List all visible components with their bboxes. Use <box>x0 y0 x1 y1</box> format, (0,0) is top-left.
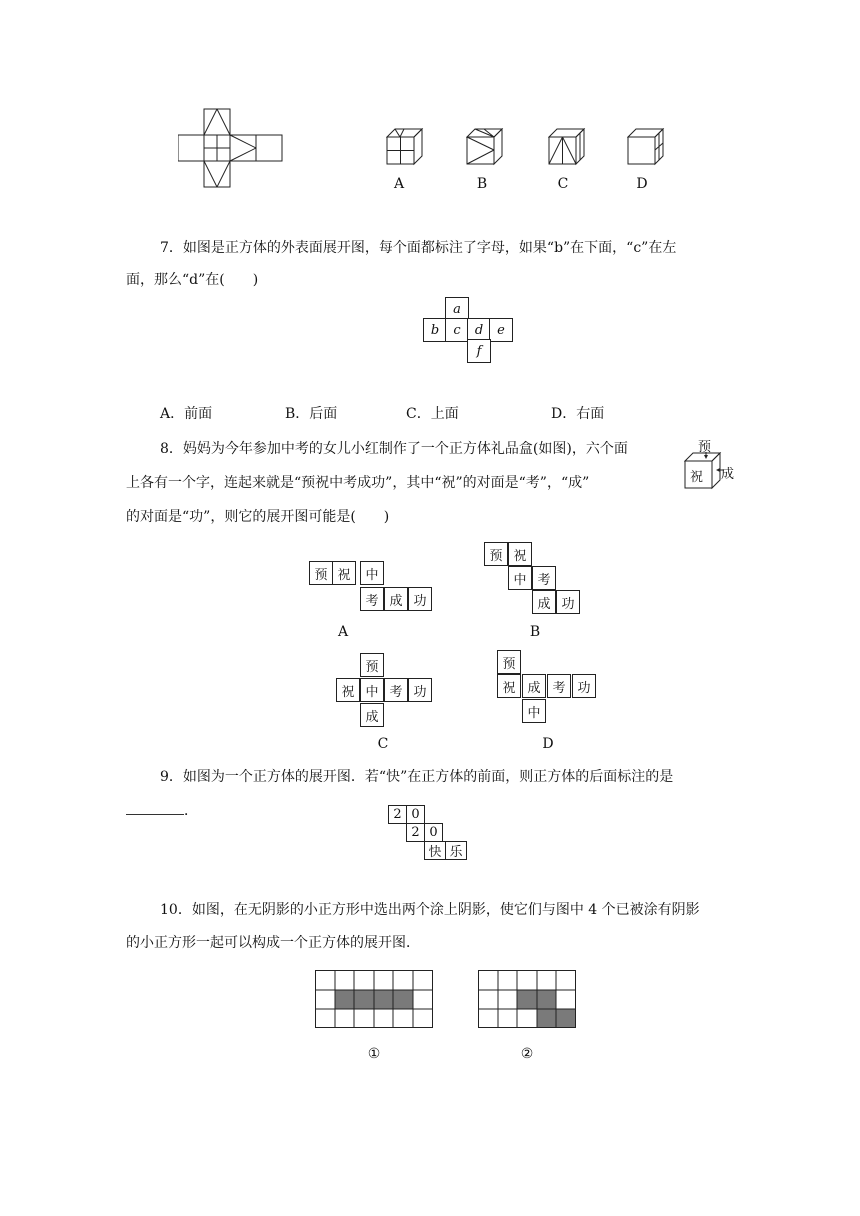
q9-net-cell: 0 <box>424 823 443 842</box>
q6-label-b: B <box>476 176 488 192</box>
q8-net-cell: 考 <box>384 678 408 702</box>
q8-net-cell: 预 <box>497 650 521 674</box>
q8-question-line2: 上各有一个字，连起来就是“预祝中考成功”，其中“祝”的对面是“考”，“成” <box>126 475 590 491</box>
q7-question-line1: 7．如图是正方体的外表面展开图，每个面都标注了字母，如果“b”在下面，“c”在左 <box>160 240 677 256</box>
q9-answer-blank[interactable] <box>126 800 184 815</box>
q8-net-cell: 功 <box>408 587 432 611</box>
q10-label-2: ② <box>520 1046 534 1062</box>
q8-question-line1: 8．妈妈为今年参加中考的女儿小红制作了一个正方体礼品盒(如图)，六个面 <box>160 441 628 457</box>
q10-grid-2 <box>478 970 578 1030</box>
q6-option-d-cube <box>627 128 665 166</box>
q8-net-cell: 考 <box>360 587 384 611</box>
q7-option-c: C．上面 <box>406 406 459 422</box>
q8-question-line3: 的对面是“功”，则它的展开图可能是( ) <box>126 509 390 525</box>
q9-net-cell: 2 <box>406 823 425 842</box>
q7-net-cell: e <box>489 318 513 342</box>
q6-option-c-cube <box>548 128 586 166</box>
q9-question-line1: 9．如图为一个正方体的展开图．若“快”在正方体的前面，则正方体的后面标注的是 <box>160 769 674 785</box>
q8-label-d: D <box>542 736 554 752</box>
q7-question-line2: 面，那么“d”在( ) <box>126 272 259 288</box>
q8-net-cell: 成 <box>532 590 556 614</box>
q7-net-cell: f <box>467 339 491 363</box>
q6-label-a: A <box>393 176 405 192</box>
q7-net-cell: b <box>423 318 447 342</box>
q7-net-cell: a <box>445 297 469 321</box>
q8-label-b: B <box>529 624 541 640</box>
q8-net-cell: 成 <box>360 703 384 727</box>
q8-net-cell: 中 <box>360 678 384 702</box>
q8-net-cell: 功 <box>572 674 596 698</box>
q8-net-cell: 功 <box>556 590 580 614</box>
q9-net-cell: 0 <box>406 805 425 824</box>
q8-net-cell: 预 <box>360 653 384 677</box>
q7-option-a: A．前面 <box>160 406 213 422</box>
q8-label-c: C <box>377 736 389 752</box>
q8-net-cell: 功 <box>408 678 432 702</box>
q8-net-cell: 预 <box>309 561 333 585</box>
q8-net-cell: 祝 <box>497 674 521 698</box>
q10-question-line1: 10．如图，在无阴影的小正方形中选出两个涂上阴影，使它们与图中 4 个已被涂有阴影 <box>160 902 700 918</box>
q9-net-cell: 乐 <box>445 841 467 860</box>
q6-option-b-cube <box>466 128 504 166</box>
q6-option-a-cube <box>386 128 424 166</box>
q7-option-d: D．右面 <box>551 406 605 422</box>
q7-net-cell: c <box>445 318 469 342</box>
q9-net-cell: 2 <box>388 805 407 824</box>
q8-net-cell: 中 <box>508 566 532 590</box>
q8-cube-right-label: 成 <box>721 467 735 482</box>
q10-grid-1 <box>315 970 435 1030</box>
q8-net-cell: 成 <box>522 674 546 698</box>
q8-net-cell: 预 <box>484 542 508 566</box>
q9-net-cell: 快 <box>424 841 446 860</box>
q8-net-cell: 成 <box>384 587 408 611</box>
q6-label-c: C <box>557 176 569 192</box>
q8-label-a: A <box>337 624 349 640</box>
q9-period: ． <box>184 803 198 819</box>
q6-label-d: D <box>636 176 648 192</box>
q10-label-1: ① <box>367 1046 381 1062</box>
q8-net-cell: 中 <box>522 699 546 723</box>
q7-net-cell: d <box>467 318 491 342</box>
q8-net-cell: 祝 <box>508 542 532 566</box>
q8-net-cell: 祝 <box>332 561 356 585</box>
q7-option-b: B．后面 <box>285 406 338 422</box>
q8-net-cell: 中 <box>360 561 384 585</box>
q8-net-cell: 祝 <box>336 678 360 702</box>
q8-net-cell: 考 <box>532 566 556 590</box>
q8-net-cell: 考 <box>547 674 571 698</box>
q9-question-line2 <box>126 800 198 821</box>
q8-cube-top-label: 预 <box>698 440 712 455</box>
q10-question-line2: 的小正方形一起可以构成一个正方体的展开图． <box>126 935 420 951</box>
q8-cube-front-label: 祝 <box>690 470 704 485</box>
q6-net-figure <box>178 108 286 188</box>
